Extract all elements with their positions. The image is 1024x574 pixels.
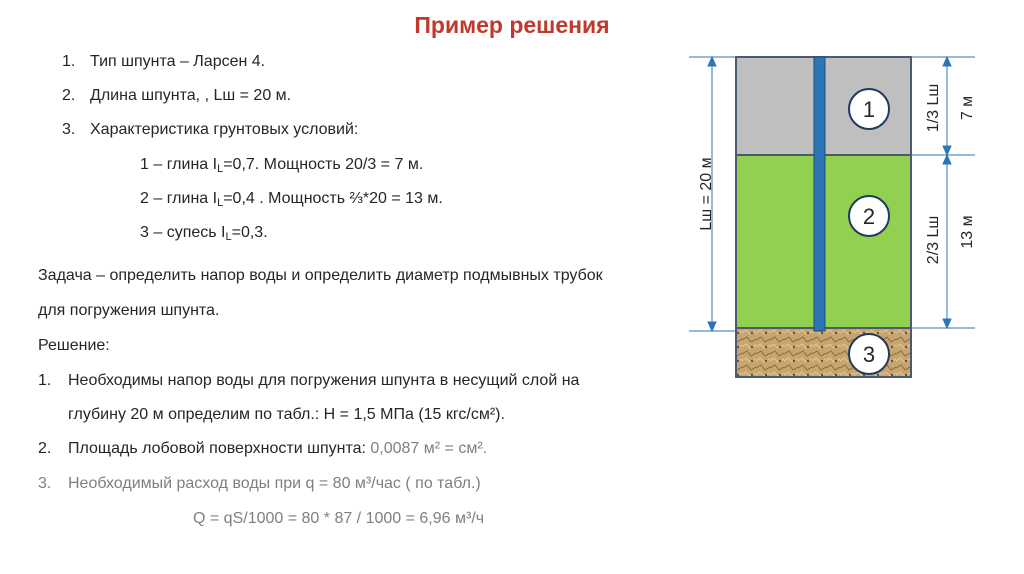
list-text: Тип шпунта – Ларсен 4. <box>90 53 266 70</box>
soil-sub: L <box>217 163 224 175</box>
soil-sub: L <box>225 231 232 243</box>
soil-text: 1 – глина I <box>140 156 218 173</box>
layer-1-label: 1 <box>862 97 876 122</box>
soil-sub: L <box>217 197 224 209</box>
task-line-2: для погружения шпунта. <box>38 302 220 319</box>
step-number: 2. <box>38 440 52 457</box>
step-number: 1. <box>38 372 52 389</box>
layer-2-label: 2 <box>862 204 876 229</box>
slide-title: Пример решения <box>414 12 610 38</box>
step-text: Необходимы напор воды для погружения шпунта в несущий слой на <box>68 372 580 389</box>
soil-text: =0,3. <box>231 224 268 241</box>
soil-text: 3 – супесь I <box>140 224 226 241</box>
step-text: Необходимый расход воды при q = 80 м³/час ( по табл.) <box>68 475 481 492</box>
solution-label: Решение: <box>38 337 110 354</box>
soil-text: =0,4 . Мощность ⅔*20 = 13 м. <box>223 190 443 207</box>
formula: Q = qS/1000 = 80 * 87 / 1000 = 6,96 м³/ч <box>193 510 485 527</box>
task-line-1: Задача – определить напор воды и определить диаметр подмывных трубок <box>38 267 603 284</box>
sheet-pile <box>814 57 825 331</box>
step-text-value: 0,0087 м² = см². <box>370 440 488 457</box>
step-number: 3. <box>38 475 52 492</box>
list-text: Характеристика грунтовых условий: <box>90 121 359 138</box>
right-dim-1-meters: 7 м <box>959 95 976 121</box>
soil-text: =0,7. Мощность 20/3 = 7 м. <box>223 156 424 173</box>
left-dimension-label: Lш = 20 м <box>698 157 715 231</box>
list-text: Длина шпунта, , Lш = 20 м. <box>90 87 292 104</box>
list-number: 3. <box>62 121 76 138</box>
list-number: 2. <box>62 87 76 104</box>
list-number: 1. <box>62 53 76 70</box>
layer-3-label: 3 <box>862 342 876 367</box>
right-dim-2-fraction: 2/3 Lш <box>925 215 942 265</box>
soil-text: 2 – глина I <box>140 190 218 207</box>
right-dim-2-meters: 13 м <box>959 215 976 249</box>
step-text: Площадь лобовой поверхности шпунта: <box>68 440 371 457</box>
step-1-line-2: глубину 20 м определим по табл.: H = 1,5 МПа (15 кгс/см²). <box>68 406 505 423</box>
right-dim-1-fraction: 1/3 Lш <box>925 83 942 133</box>
